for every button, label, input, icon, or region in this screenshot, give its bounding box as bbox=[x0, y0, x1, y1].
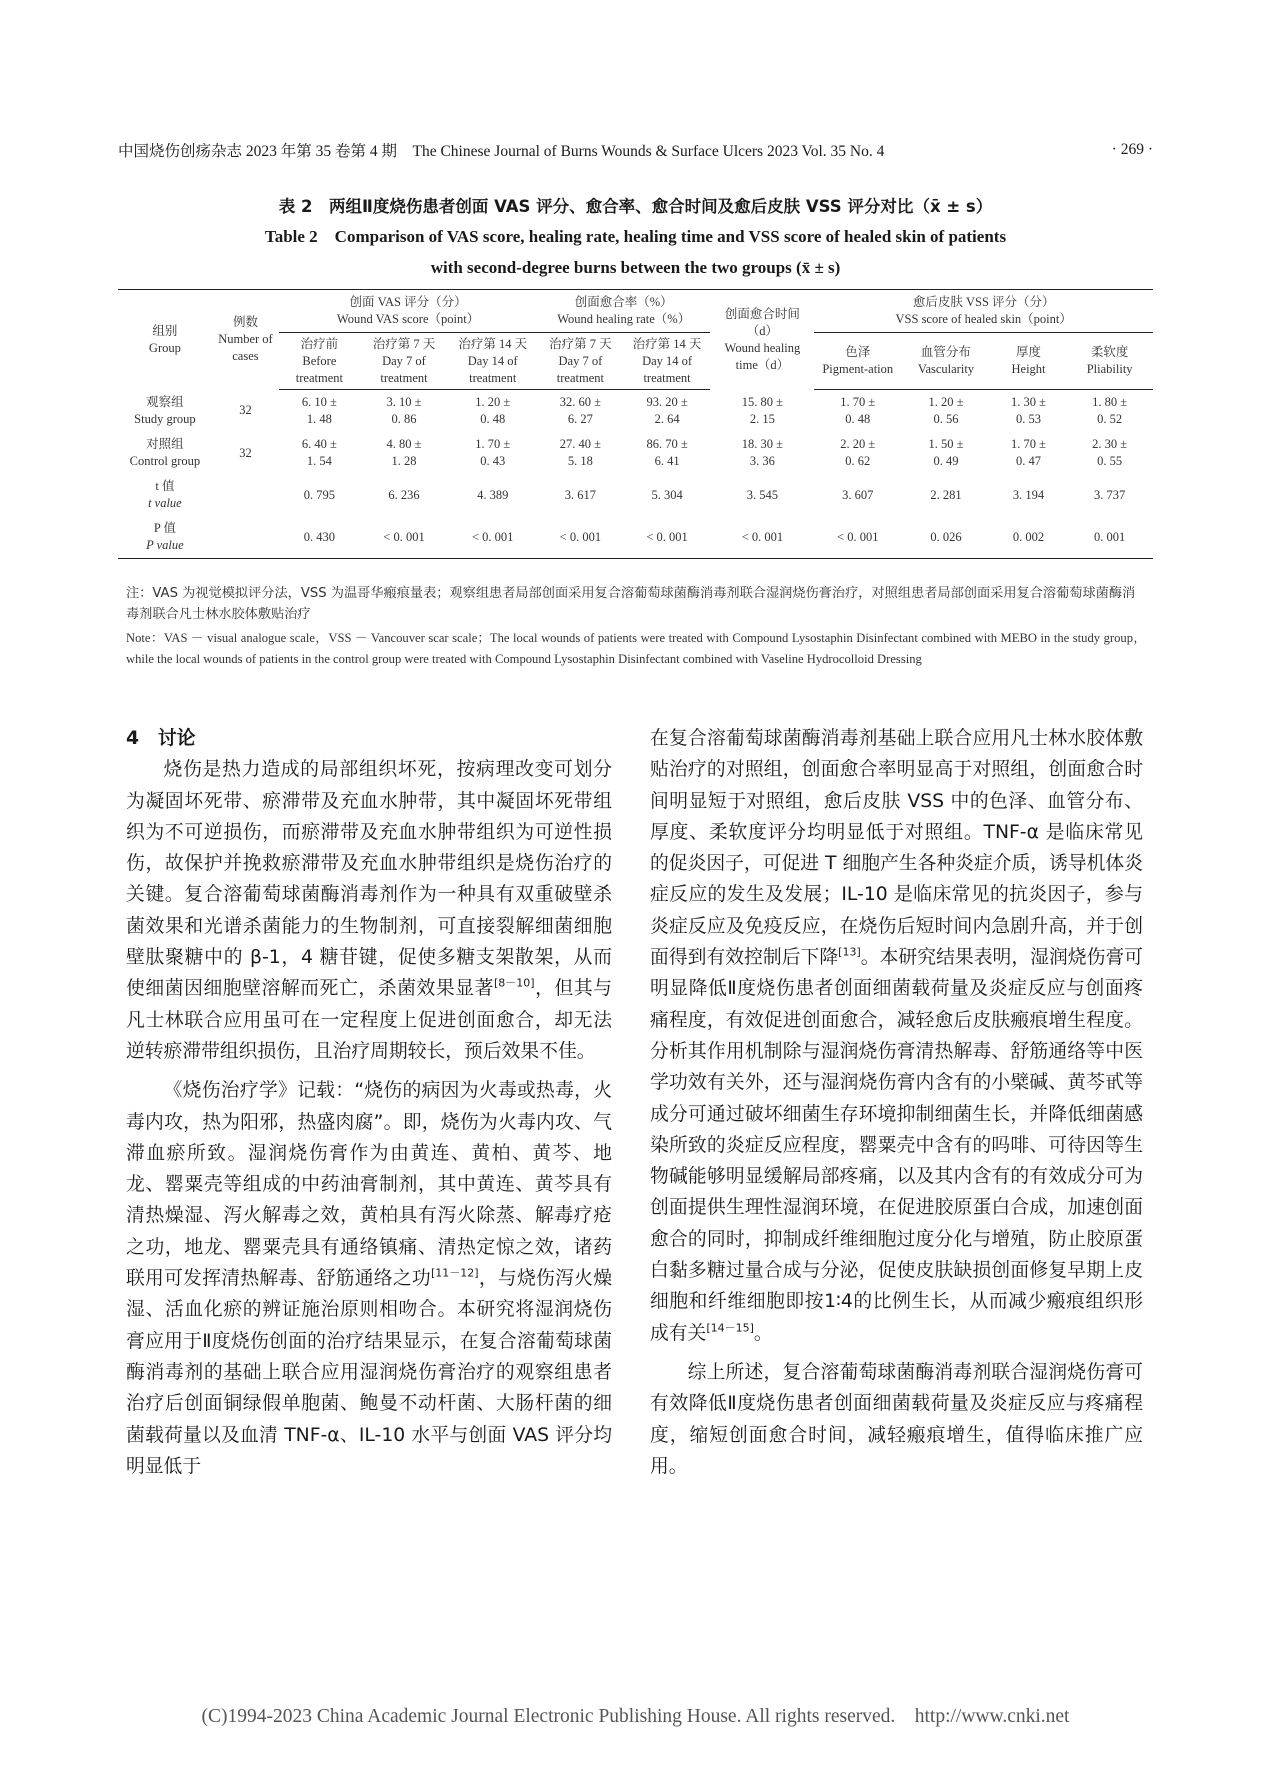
table-cell: 3. 10 ± 0. 86 bbox=[386, 395, 422, 426]
table-caption-cn-text: 表 2 两组Ⅱ度烧伤患者创面 VAS 评分、愈合率、愈合时间及愈后皮肤 VSS 评分对比 bbox=[278, 197, 914, 216]
table-cell: < 0. 001 bbox=[814, 516, 901, 559]
paragraph bbox=[650, 723, 1143, 1349]
table-row bbox=[118, 474, 1153, 516]
table-caption-en-line1: Table 2 Comparison of VAS score, healing rate, healing time and VSS score of healed skin of patients bbox=[264, 227, 1007, 246]
th-sub-en: Day 7 of treatment bbox=[556, 353, 604, 385]
page-number: · 269 · bbox=[1111, 141, 1153, 158]
table-cell: 4. 80 ± 1. 28 bbox=[386, 437, 422, 468]
table-row bbox=[118, 432, 1153, 474]
row-label-cn: P 值 bbox=[153, 521, 176, 535]
th-sub-cn: 治疗第 7 天 bbox=[372, 336, 436, 351]
table-caption-cn bbox=[0, 193, 1271, 217]
table-cell: 3. 737 bbox=[1094, 487, 1126, 502]
th-cases-en: Number of cases bbox=[218, 332, 273, 364]
table-row bbox=[118, 390, 1153, 433]
th-sub-en: Day 14 of treatment bbox=[467, 353, 518, 385]
th-sub-cn: 治疗前 bbox=[300, 336, 339, 351]
table-cell: 3. 607 bbox=[842, 487, 874, 502]
row-count: 32 bbox=[239, 445, 252, 460]
table-body bbox=[118, 390, 1153, 559]
table-cell: 0. 795 bbox=[303, 487, 335, 502]
table-cell: 2. 20 ± 0. 62 bbox=[840, 437, 876, 468]
th-heal-rate-en: Wound healing rate（%） bbox=[557, 312, 691, 326]
table-cell: 1. 80 ± 0. 52 bbox=[1092, 395, 1128, 426]
table-cell: 0. 001 bbox=[1066, 516, 1153, 559]
table-cell: 1. 50 ± 0. 49 bbox=[928, 437, 964, 468]
paragraph-text: 《烧伤治疗学》记载：“烧伤的病因为火毒或热毒，火毒内攻，热为阳邪，热盛肉腐”。即，烧伤为火毒内攻、气滞血瘀所致。湿润烧伤膏作为由黄连、黄柏、黄芩、地龙、罂粟壳等组成的中药油膏制剂，其中黄连、黄芩具有清热燥湿、泻火解毒之效，黄柏具有泻火除蒸、解毒疗疮之功，地龙、罂粟壳具有通络镇痛、清热定惊之效，诸药联用可发挥清热解毒、舒筋通络之功 bbox=[126, 1080, 612, 1290]
th-sub-en: Pigment-ation bbox=[822, 362, 894, 376]
table-cell: 6. 236 bbox=[388, 487, 420, 502]
th-vas-en: Wound VAS score（point） bbox=[336, 312, 480, 326]
table-row bbox=[118, 516, 1153, 559]
th-vss-cn: 愈后皮肤 VSS 评分（分） bbox=[912, 295, 1055, 309]
table-cell: 18. 30 ± 3. 36 bbox=[741, 437, 784, 468]
table-cell: 0. 002 bbox=[991, 516, 1066, 559]
running-header bbox=[118, 138, 1153, 162]
paragraph-text: 烧伤是热力造成的局部组织坏死，按病理改变可划分为凝固坏死带、瘀滞带及充血水肿带，其中凝固坏死带组织为不可逆损伤，而瘀滞带及充血水肿带组织为可逆性损伤，故保护并挽救瘀滞带及充血水肿带组织是烧伤治疗的关键。复合溶葡萄球菌酶消毒剂作为一种具有双重破壁杀菌效果和光谱杀菌能力的生物制剂，可直接裂解细菌细胞壁肽聚糖中的 β-1，4 糖苷键，促使多糖支架散架，从而使细菌因细胞壁溶解而死亡，杀菌效果显著 bbox=[126, 759, 612, 1000]
th-sub bbox=[360, 333, 449, 390]
table-cell: 4. 389 bbox=[477, 487, 509, 502]
row-label bbox=[118, 432, 212, 474]
paragraph-text: 。 bbox=[753, 1322, 773, 1344]
th-sub-en: Pliability bbox=[1086, 362, 1133, 376]
th-group-en: Group bbox=[148, 340, 181, 355]
th-sub bbox=[537, 333, 624, 390]
th-sub bbox=[448, 333, 537, 390]
th-vas-cn: 创面 VAS 评分（分） bbox=[349, 295, 467, 309]
paragraph-text: 。本研究结果表明，湿润烧伤膏可明显降低Ⅱ度烧伤患者创面细菌载荷量及炎症反应与创面疼痛程度，有效促进创面愈合，减轻愈后皮肤瘢痕增生程度。分析其作用机制除与湿润烧伤膏清热解毒、舒筋通络等中医学功效有关外，还与湿润烧伤膏内含有的小檗碱、黄芩甙等成分可通过破坏细菌生存环境抑制细菌生长，并降低细菌感染所致的炎症反应程度，罂粟壳中含有的吗啡、可待因等生物碱能够明显缓解局部疼痛，以及其内含有的有效成分可为创面提供生理性湿润环境，在促进胶原蛋白合成，加速创面愈合的同时，抑制成纤维细胞过度分化与增殖，防止胶原蛋白黏多糖过量合成与分泌，促使皮肤缺损创面修复早期上皮细胞和纤维细胞即按1∶4的比例生长，从而减少瘢痕组织形成有关 bbox=[650, 947, 1144, 1344]
row-label-en: t value bbox=[148, 496, 182, 510]
table-cell: 5. 304 bbox=[651, 487, 683, 502]
paragraph-text: ，与烧伤泻火燥湿、活血化瘀的辨证施治原则相吻合。本研究将湿润烧伤膏应用于Ⅱ度烧伤创面的治疗结果显示，在复合溶葡萄球菌酶消毒剂的基础上联合应用湿润烧伤膏治疗的观察组患者治疗后创面铜绿假单胞菌、鲍曼不动杆菌、大肠杆菌的细菌载荷量以及血清 TNF-α、IL-10 水平与创面 VAS 评分均明显低于 bbox=[126, 1268, 613, 1477]
th-sub bbox=[901, 333, 991, 390]
table-cell: 1. 70 ± 0. 48 bbox=[840, 395, 876, 426]
section-title: 4 讨论 bbox=[126, 728, 196, 749]
table-cell: 32. 60 ± 6. 27 bbox=[559, 395, 601, 426]
paragraph-text: 在复合溶葡萄球菌酶消毒剂基础上联合应用凡士林水胶体敷贴治疗的对照组，创面愈合率明显高于对照组，创面愈合时间明显短于对照组，愈后皮肤 VSS 中的色泽、血管分布、厚度、柔软度评分均明显低于对照组。TNF-α 是临床常见的促炎因子，可促进 T 细胞产生各种炎症介质，诱导机体炎症反应的发生及发展；IL-10 是临床常见的抗炎因子，参与炎症反应及免疫反应，在烧伤后短时间内急剧升高，并于创面得到有效控制后下降 bbox=[650, 728, 1143, 969]
citation: [13] bbox=[838, 945, 861, 959]
th-sub-en: Height bbox=[1011, 362, 1046, 376]
paragraph bbox=[126, 754, 612, 1067]
th-group-cn: 组别 bbox=[152, 323, 178, 338]
table-cell: 6. 40 ± 1. 54 bbox=[301, 437, 337, 468]
th-vss bbox=[814, 290, 1153, 333]
row-label-en: P value bbox=[146, 538, 184, 552]
journal-header: 中国烧伤创疡杂志 2023 年第 35 卷第 4 期 The Chinese Journal of Burns Wounds & Surface Ulcers 2023 Vol. 35 No. 4 bbox=[118, 143, 885, 160]
citation: [8－10] bbox=[493, 977, 535, 991]
th-sub-cn: 血管分布 bbox=[920, 345, 971, 359]
table-cell: < 0. 001 bbox=[360, 516, 449, 559]
th-sub-en: Before treatment bbox=[295, 353, 343, 385]
paragraph bbox=[650, 1357, 1143, 1482]
row-count: 32 bbox=[239, 403, 252, 418]
table-cell: 1. 20 ± 0. 56 bbox=[928, 395, 964, 426]
th-heal-time-cn: 创面愈合时间（d） bbox=[724, 306, 800, 338]
th-sub-cn: 色泽 bbox=[845, 345, 871, 359]
right-column bbox=[650, 723, 1143, 1482]
row-count bbox=[212, 516, 279, 559]
th-sub-cn: 治疗第 7 天 bbox=[549, 336, 612, 351]
citation: [11－12] bbox=[431, 1266, 479, 1280]
table-cell: 93. 20 ± 2. 64 bbox=[646, 395, 688, 426]
results-table bbox=[118, 289, 1153, 559]
table-note-en: Note：VAS － visual analogue scale，VSS － Vancouver scar scale；The local wounds of patients were treated with Compound Lysostaphin Disinfectant combined with MEBO in the study group，while the local wounds of patients in the control group were treated with Compound Lysostaphin Disinfectant combined with Vaseline Hydrocolloid Dressing bbox=[126, 631, 1146, 666]
table-cell: 2. 30 ± 0. 55 bbox=[1092, 437, 1128, 468]
table-caption-en-suffix: (x̄ ± s) bbox=[796, 258, 841, 277]
table-cell: 3. 617 bbox=[564, 487, 596, 502]
row-label bbox=[118, 390, 212, 433]
table-cell: 3. 194 bbox=[1012, 487, 1045, 502]
row-label-cn: t 值 bbox=[155, 479, 175, 493]
row-label-cn: 对照组 bbox=[146, 437, 184, 451]
table-note-cn: 注：VAS 为视觉模拟评分法，VSS 为温哥华瘢痕量表；观察组患者局部创面采用复合溶葡萄球菌酶消毒剂联合湿润烧伤膏治疗，对照组患者局部创面采用复合溶葡萄球菌酶消毒剂联合凡士林水胶体敷贴治疗 bbox=[126, 586, 1136, 622]
th-sub-en: Vascularity bbox=[917, 362, 975, 376]
th-sub bbox=[1066, 333, 1153, 390]
th-heal-time-en: Wound healing time（d） bbox=[724, 340, 801, 372]
row-label-en: Study group bbox=[134, 411, 196, 426]
copyright-footer: (C)1994-2023 China Academic Journal Electronic Publishing House. All rights reserved. http://www.cnki.net bbox=[201, 1706, 1070, 1727]
th-sub-cn: 治疗第 14 天 bbox=[632, 336, 702, 351]
th-heal-time bbox=[710, 290, 814, 390]
row-count bbox=[212, 474, 279, 516]
th-sub bbox=[814, 333, 901, 390]
th-heal-rate bbox=[537, 290, 710, 333]
th-sub bbox=[624, 333, 711, 390]
th-cases-cn: 例数 bbox=[232, 315, 258, 330]
paragraph-text: ，但其与凡士林联合应用虽可在一定程度上促进创面愈合，却无法逆转瘀滞带组织损伤，且治疗周期较长，预后效果不佳。 bbox=[126, 978, 613, 1062]
row-label-cn: 观察组 bbox=[146, 394, 184, 409]
table-cell: 2. 281 bbox=[930, 487, 962, 502]
table-cell: 86. 70 ± 6. 41 bbox=[646, 437, 688, 468]
th-sub-en: Day 14 of treatment bbox=[642, 353, 693, 385]
citation: [14－15] bbox=[706, 1321, 754, 1335]
row-label-en: Control group bbox=[129, 454, 201, 468]
th-vss-en: VSS score of healed skin（point） bbox=[895, 312, 1072, 326]
left-column bbox=[126, 723, 612, 1482]
table-cell: 1. 30 ± 0. 53 bbox=[1011, 395, 1047, 426]
table-cell: 15. 80 ± 2. 15 bbox=[741, 394, 784, 426]
th-heal-rate-cn: 创面愈合率（%） bbox=[574, 295, 673, 309]
paragraph-text: 综上所述，复合溶葡萄球菌酶消毒剂联合湿润烧伤膏可有效降低Ⅱ度烧伤患者创面细菌载荷量及炎症反应与疼痛程度，缩短创面愈合时间，减轻瘢痕增生，值得临床推广应用。 bbox=[650, 1361, 1143, 1477]
table-cell: 1. 20 ± 0. 48 bbox=[475, 395, 511, 426]
table-caption-en-line2 bbox=[0, 258, 1271, 278]
row-label bbox=[118, 474, 212, 516]
th-group bbox=[118, 290, 212, 390]
table-cell: < 0. 001 bbox=[537, 516, 624, 559]
table-cell: 6. 10 ± 1. 48 bbox=[301, 395, 337, 426]
th-cases bbox=[212, 290, 279, 390]
table-caption-cn-suffix: （x̄ ± s） bbox=[913, 197, 993, 216]
th-sub-cn: 治疗第 14 天 bbox=[458, 336, 528, 351]
table-cell: < 0. 001 bbox=[624, 516, 711, 559]
th-sub bbox=[991, 333, 1066, 390]
th-vas bbox=[279, 290, 537, 333]
row-label bbox=[118, 516, 212, 559]
th-sub bbox=[279, 333, 360, 390]
table-caption-en-line2-text: with second-degree burns between the two groups bbox=[430, 258, 792, 277]
table-cell: 0. 430 bbox=[279, 516, 360, 559]
table-cell: 1. 70 ± 0. 43 bbox=[475, 437, 511, 468]
th-sub-en: Day 7 of treatment bbox=[380, 353, 428, 385]
table-cell: 0. 026 bbox=[901, 516, 991, 559]
table-cell: 1. 70 ± 0. 47 bbox=[1011, 437, 1047, 468]
table-cell: < 0. 001 bbox=[710, 516, 814, 559]
th-sub-cn: 柔软度 bbox=[1090, 345, 1129, 359]
paragraph bbox=[126, 1075, 612, 1482]
th-sub-cn: 厚度 bbox=[1016, 345, 1042, 359]
table-cell: < 0. 001 bbox=[448, 516, 537, 559]
table-cell: 3. 545 bbox=[746, 487, 779, 502]
table-cell: 27. 40 ± 5. 18 bbox=[559, 437, 601, 468]
